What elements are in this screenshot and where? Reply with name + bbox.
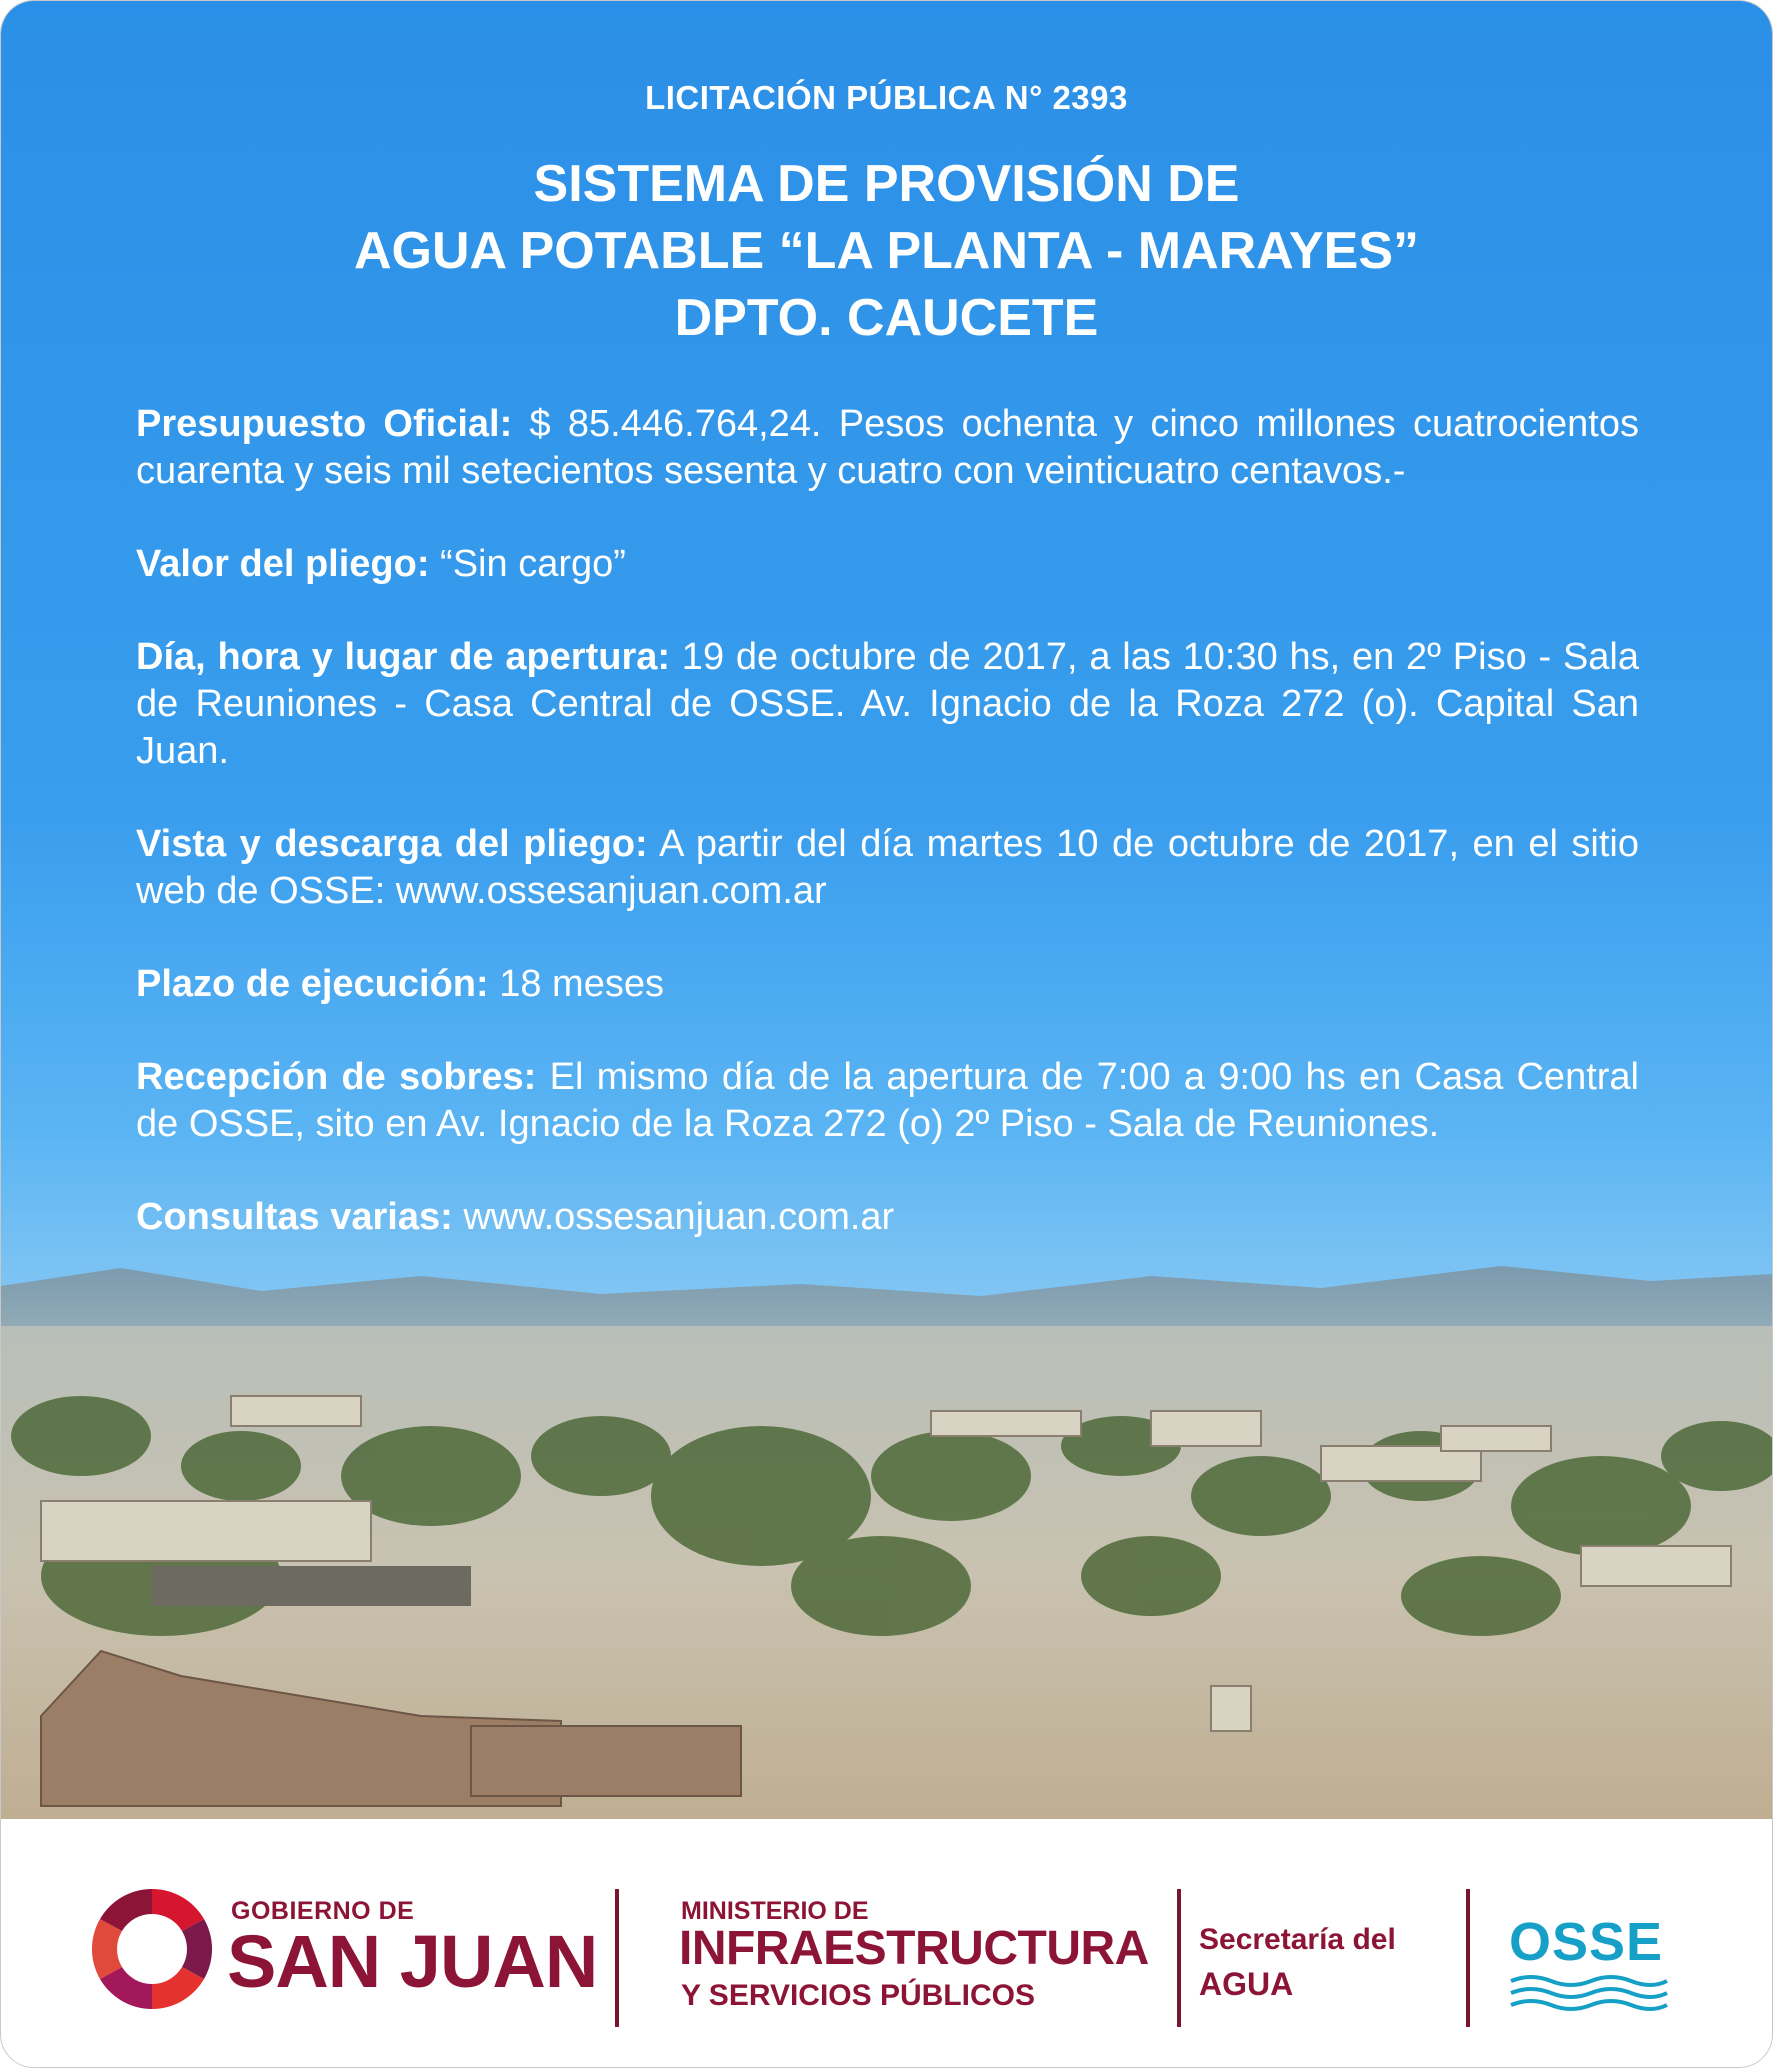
landscape-photo [1, 1246, 1772, 1819]
detail-reception [136, 1054, 1639, 1148]
detail-term [136, 961, 1639, 1008]
footer-logos [1, 1819, 1772, 2067]
divider [1466, 1889, 1470, 2027]
san-juan-label: SAN JUAN [227, 1920, 598, 2003]
waves-icon [1509, 1971, 1669, 2019]
title-line: SISTEMA DE PROVISIÓN DE [533, 155, 1240, 213]
tender-number: LICITACIÓN PÚBLICA N° 2393 [645, 79, 1128, 116]
detail-label: Presupuesto Oficial: [136, 403, 513, 445]
ministerio-label: MINISTERIO DE [681, 1897, 869, 1925]
detail-label: Recepción de sobres: [136, 1056, 537, 1098]
detail-label: Consultas varias: [136, 1196, 453, 1238]
divider [1177, 1889, 1181, 2027]
detail-download [136, 821, 1639, 915]
hero-panel [1, 1, 1772, 1819]
detail-value: 18 meses [488, 963, 664, 1005]
detail-value: 19 de octubre de 2017, a las 10:30 hs, en 2º Piso - Sala de Reuniones - Casa Central de OSSE. Av. Ignacio de la Roza 272 (o). Capital San Juan. [136, 636, 1639, 772]
detail-label: Día, hora y lugar de apertura: [136, 636, 671, 678]
detail-budget [136, 401, 1639, 495]
detail-label: Plazo de ejecución: [136, 963, 489, 1005]
gobierno-label: GOBIERNO DE [231, 1897, 415, 1925]
detail-inquiries [136, 1194, 1639, 1241]
detail-value: www.ossesanjuan.com.ar [452, 1196, 895, 1238]
detail-document-value [136, 541, 1639, 588]
divider [615, 1889, 619, 2027]
infraestructura-label: INFRAESTRUCTURA [679, 1922, 1149, 1975]
detail-value: El mismo día de la apertura de 7:00 a 9:00 hs en Casa Central de OSSE, sito en Av. Ignacio de la Roza 272 (o) 2º Piso - Sala de Reuniones. [136, 1056, 1639, 1145]
title-line: DPTO. CAUCETE [674, 289, 1099, 347]
title-line: AGUA POTABLE “LA PLANTA - MARAYES” [353, 222, 1420, 280]
servicios-label: Y SERVICIOS PÚBLICOS [681, 1979, 1035, 2012]
detail-value: $ 85.446.764,24. Pesos ochenta y cinco millones cuatrocientos cuarenta y seis mil setecientos sesenta y cuatro con veinticuatro centavos.- [136, 403, 1639, 492]
secretaria-label: Secretaría del [1199, 1923, 1396, 1956]
page-title [1, 151, 1772, 352]
detail-opening [136, 634, 1639, 775]
osse-logo: OSSE [1509, 1912, 1664, 1972]
agua-label: AGUA [1199, 1966, 1294, 2002]
sun-logo-icon [87, 1884, 217, 2014]
detail-label: Vista y descarga del pliego: [136, 823, 648, 865]
detail-value: A partir del día martes 10 de octubre de 2017, en el sitio web de OSSE: www.ossesanjuan.com.ar [136, 823, 1639, 912]
detail-value: “Sin cargo” [429, 543, 626, 585]
tender-details [136, 401, 1639, 1287]
detail-label: Valor del pliego: [136, 543, 430, 585]
